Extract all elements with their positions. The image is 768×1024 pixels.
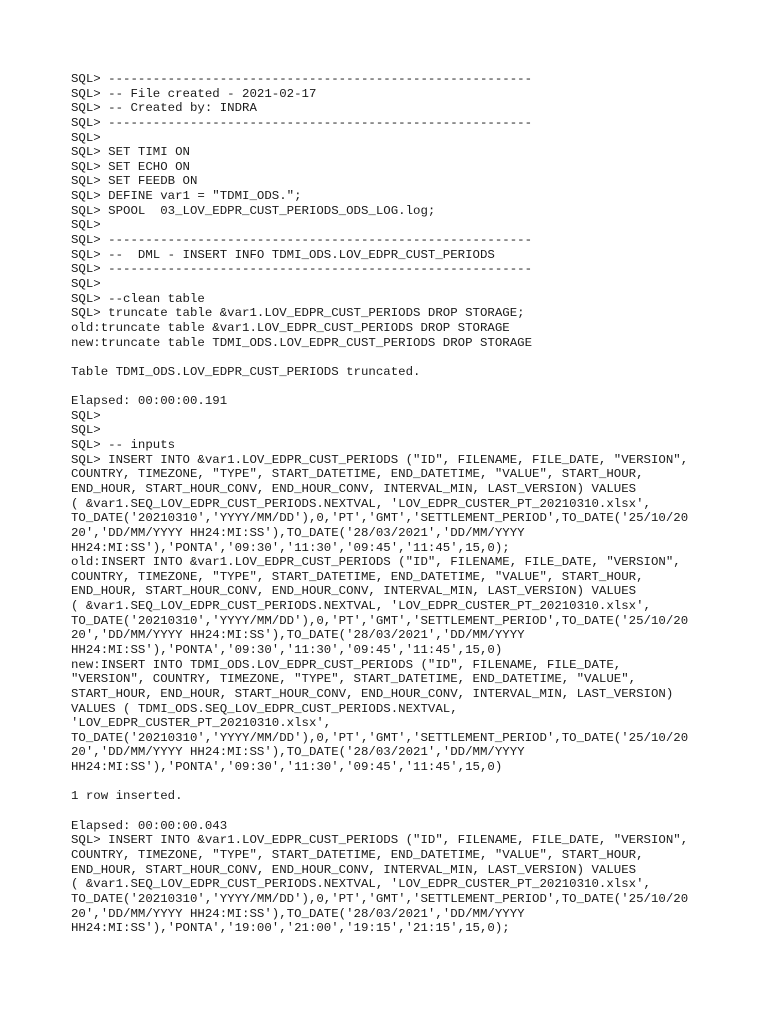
log-line: old:truncate table &var1.LOV_EDPR_CUST_PERIODS DROP STORAGE (71, 320, 510, 335)
log-line: SQL> -- DML - INSERT INFO TDMI_ODS.LOV_EDPR_CUST_PERIODS (71, 247, 495, 262)
log-line: 'LOV_EDPR_CUSTER_PT_20210310.xlsx', (71, 716, 332, 731)
log-line: SQL> --------------------------------------------------------- (71, 115, 533, 130)
log-line: SQL> SET FEEDB ON (71, 174, 198, 189)
log-line: HH24:MI:SS'),'PONTA','09:30','11:30','09:45','11:45',15,0) (71, 760, 503, 775)
log-line: HH24:MI:SS'),'PONTA','19:00','21:00','19:15','21:15',15,0); (71, 921, 510, 936)
log-line: SQL> truncate table &var1.LOV_EDPR_CUST_PERIODS DROP STORAGE; (71, 306, 525, 321)
log-line: TO_DATE('20210310','YYYY/MM/DD'),0,'PT','GMT','SETTLEMENT_PERIOD',TO_DATE('25/10/20 (71, 613, 689, 628)
log-line: COUNTRY, TIMEZONE, "TYPE", START_DATETIME, END_DATETIME, "VALUE", START_HOUR, (71, 847, 644, 862)
log-line: SQL> -- Created by: INDRA (71, 101, 257, 116)
log-line: "VERSION", COUNTRY, TIMEZONE, "TYPE", START_DATETIME, END_DATETIME, "VALUE", (71, 672, 637, 687)
log-line: ( &var1.SEQ_LOV_EDPR_CUST_PERIODS.NEXTVAL, 'LOV_EDPR_CUSTER_PT_20210310.xlsx', (71, 496, 651, 511)
log-line: Elapsed: 00:00:00.191 (71, 394, 228, 409)
log-line: ( &var1.SEQ_LOV_EDPR_CUST_PERIODS.NEXTVAL, 'LOV_EDPR_CUSTER_PT_20210310.xlsx', (71, 599, 651, 614)
log-line: SQL> (71, 408, 101, 423)
log-line: HH24:MI:SS'),'PONTA','09:30','11:30','09:45','11:45',15,0); (71, 540, 510, 555)
log-line: SQL> (71, 276, 101, 291)
log-line: SQL> --------------------------------------------------------- (71, 233, 533, 248)
log-line: TO_DATE('20210310','YYYY/MM/DD'),0,'PT','GMT','SETTLEMENT_PERIOD',TO_DATE('25/10/20 (71, 730, 689, 745)
sql-spool-log (71, 72, 751, 936)
log-line: 1 row inserted. (71, 789, 183, 804)
log-line: END_HOUR, START_HOUR_CONV, END_HOUR_CONV, INTERVAL_MIN, LAST_VERSION) VALUES (71, 862, 637, 877)
log-line: SQL> -- File created - 2021-02-17 (71, 86, 317, 101)
log-line: new:INSERT INTO TDMI_ODS.LOV_EDPR_CUST_PERIODS ("ID", FILENAME, FILE_DATE, (71, 657, 622, 672)
log-line: SQL> (71, 130, 101, 145)
log-line: SQL> INSERT INTO &var1.LOV_EDPR_CUST_PERIODS ("ID", FILENAME, FILE_DATE, "VERSION", (71, 452, 689, 467)
log-line: Table TDMI_ODS.LOV_EDPR_CUST_PERIODS truncated. (71, 364, 421, 379)
log-line: Elapsed: 00:00:00.043 (71, 818, 228, 833)
log-line: SQL> INSERT INTO &var1.LOV_EDPR_CUST_PERIODS ("ID", FILENAME, FILE_DATE, "VERSION", (71, 833, 689, 848)
log-line: ( &var1.SEQ_LOV_EDPR_CUST_PERIODS.NEXTVAL, 'LOV_EDPR_CUSTER_PT_20210310.xlsx', (71, 877, 651, 892)
log-line: TO_DATE('20210310','YYYY/MM/DD'),0,'PT','GMT','SETTLEMENT_PERIOD',TO_DATE('25/10/20 (71, 891, 689, 906)
log-line: SQL> SET ECHO ON (71, 159, 190, 174)
log-line: SQL> SET TIMI ON (71, 145, 190, 160)
log-line: new:truncate table TDMI_ODS.LOV_EDPR_CUST_PERIODS DROP STORAGE (71, 335, 533, 350)
log-line: SQL> --clean table (71, 291, 205, 306)
log-line: 20','DD/MM/YYYY HH24:MI:SS'),TO_DATE('28/03/2021','DD/MM/YYYY (71, 906, 525, 921)
log-line: SQL> (71, 218, 101, 233)
log-line: SQL> --------------------------------------------------------- (71, 262, 533, 277)
log-line: TO_DATE('20210310','YYYY/MM/DD'),0,'PT','GMT','SETTLEMENT_PERIOD',TO_DATE('25/10/20 (71, 511, 689, 526)
log-line (71, 350, 751, 365)
log-line: 20','DD/MM/YYYY HH24:MI:SS'),TO_DATE('28/03/2021','DD/MM/YYYY (71, 628, 525, 643)
log-line: HH24:MI:SS'),'PONTA','09:30','11:30','09:45','11:45',15,0) (71, 642, 503, 657)
log-line: VALUES ( TDMI_ODS.SEQ_LOV_EDPR_CUST_PERIODS.NEXTVAL, (71, 701, 458, 716)
log-line: 20','DD/MM/YYYY HH24:MI:SS'),TO_DATE('28/03/2021','DD/MM/YYYY (71, 745, 525, 760)
log-line: 20','DD/MM/YYYY HH24:MI:SS'),TO_DATE('28/03/2021','DD/MM/YYYY (71, 525, 525, 540)
log-line (71, 804, 751, 819)
log-line (71, 379, 751, 394)
log-line: COUNTRY, TIMEZONE, "TYPE", START_DATETIME, END_DATETIME, "VALUE", START_HOUR, (71, 467, 644, 482)
log-line (71, 775, 751, 790)
log-line: END_HOUR, START_HOUR_CONV, END_HOUR_CONV, INTERVAL_MIN, LAST_VERSION) VALUES (71, 481, 637, 496)
log-line: old:INSERT INTO &var1.LOV_EDPR_CUST_PERIODS ("ID", FILENAME, FILE_DATE, "VERSION", (71, 555, 681, 570)
log-line: SQL> (71, 423, 101, 438)
log-line: START_HOUR, END_HOUR, START_HOUR_CONV, END_HOUR_CONV, INTERVAL_MIN, LAST_VERSION) (71, 686, 674, 701)
log-line: SQL> SPOOL 03_LOV_EDPR_CUST_PERIODS_ODS_LOG.log; (71, 203, 436, 218)
log-line: SQL> --------------------------------------------------------- (71, 72, 533, 86)
log-line: END_HOUR, START_HOUR_CONV, END_HOUR_CONV, INTERVAL_MIN, LAST_VERSION) VALUES (71, 584, 637, 599)
log-line: COUNTRY, TIMEZONE, "TYPE", START_DATETIME, END_DATETIME, "VALUE", START_HOUR, (71, 569, 644, 584)
log-line: SQL> DEFINE var1 = "TDMI_ODS."; (71, 189, 302, 204)
log-line: SQL> -- inputs (71, 438, 176, 453)
